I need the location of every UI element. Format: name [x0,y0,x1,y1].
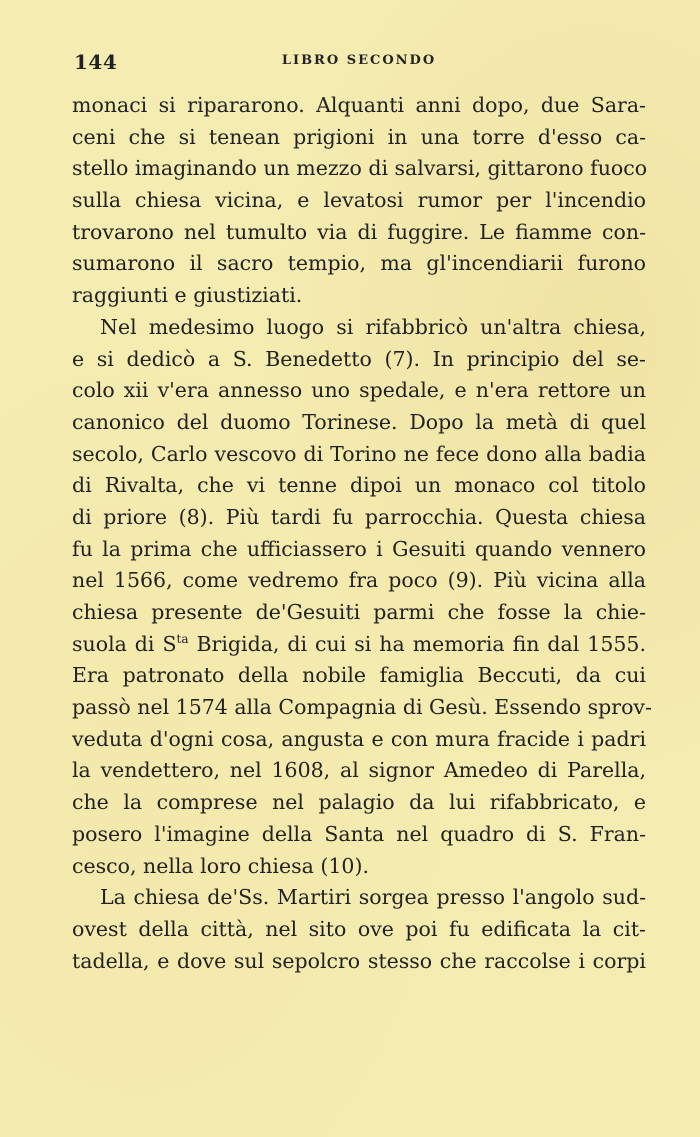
text-line: colo xii v'era annesso uno spedale, e n'era rettore un [72,378,646,403]
text-line: fu la prima che ufficiassero i Gesuiti quando vennero [72,536,646,561]
page-header [72,44,646,80]
text-line: nel 1566, come vedremo fra poco (9). Più vicina alla [72,568,646,593]
text-line: ceni che si tenean prigioni in una torre d'esso ca- [72,124,646,149]
text-fragment: suola di S [72,631,177,656]
superscript-abbrev: ta [176,631,189,646]
text-fragment: Brigida, di cui si ha memoria fin dal 1555. [188,631,646,656]
text-line: chiesa presente de'Gesuiti parmi che fosse la chie- [72,600,646,624]
text-line: raggiunti e giustiziati. [72,283,303,308]
page-number: 144 [74,50,118,74]
book-page [72,44,652,977]
text-line: ovest della città, nel sito ove poi fu edificata la cit- [72,916,646,941]
text-line: canonico del duomo Torinese. Dopo la metà di quel [72,409,646,434]
text-line: e si dedicò a S. Benedetto (7). In principio del se- [72,346,646,371]
text-line: cesco, nella loro chiesa (10). [72,853,369,878]
text-line: sumarono il sacro tempio, ma gl'incendiarii furono [72,251,646,276]
body-text [72,90,652,977]
text-line: di Rivalta, che vi tenne dipoi un monaco col titolo [72,473,646,498]
text-line: passò nel 1574 alla Compagnia di Gesù. Essendo sprov- [72,695,652,720]
text-line: di priore (8). Più tardi fu parrocchia. Questa chiesa [72,504,646,529]
text-line: stello imaginando un mezzo di salvarsi, gittarono fuoco [72,156,648,181]
text-line: veduta d'ogni cosa, angusta e con mura fracide i padri [72,726,646,751]
text-line: tadella, e dove sul sepolcro stesso che raccolse i corpi [72,948,646,973]
text-line: secolo, Carlo vescovo di Torino ne fece dono alla badia [72,441,646,466]
text-line: che la comprese nel palagio da lui rifabbricato, e [72,790,646,815]
text-line: posero l'imagine della Santa nel quadro di S. Fran- [72,821,646,846]
text-line: trovarono nel tumulto via di fuggire. Le fiamme con- [72,219,646,244]
text-line: sulla chiesa vicina, e levatosi rumor per l'incendio [72,188,646,213]
paragraph-start-line: Nel medesimo luogo si rifabbricò un'altra chiesa, [100,314,646,339]
text-line: Era patronato della nobile famiglia Beccuti, da cui [72,663,646,688]
text-line: la vendettero, nel 1608, al signor Amedeo di Parella, [72,758,646,783]
text-line: monaci si ripararono. Alquanti anni dopo, due Sara- [72,93,646,117]
paragraph-start-line: La chiesa de'Ss. Martiri sorgea presso l'angolo sud- [100,885,646,910]
text-line-with-superscript [72,629,646,661]
running-title: LIBRO SECONDO [281,53,437,68]
